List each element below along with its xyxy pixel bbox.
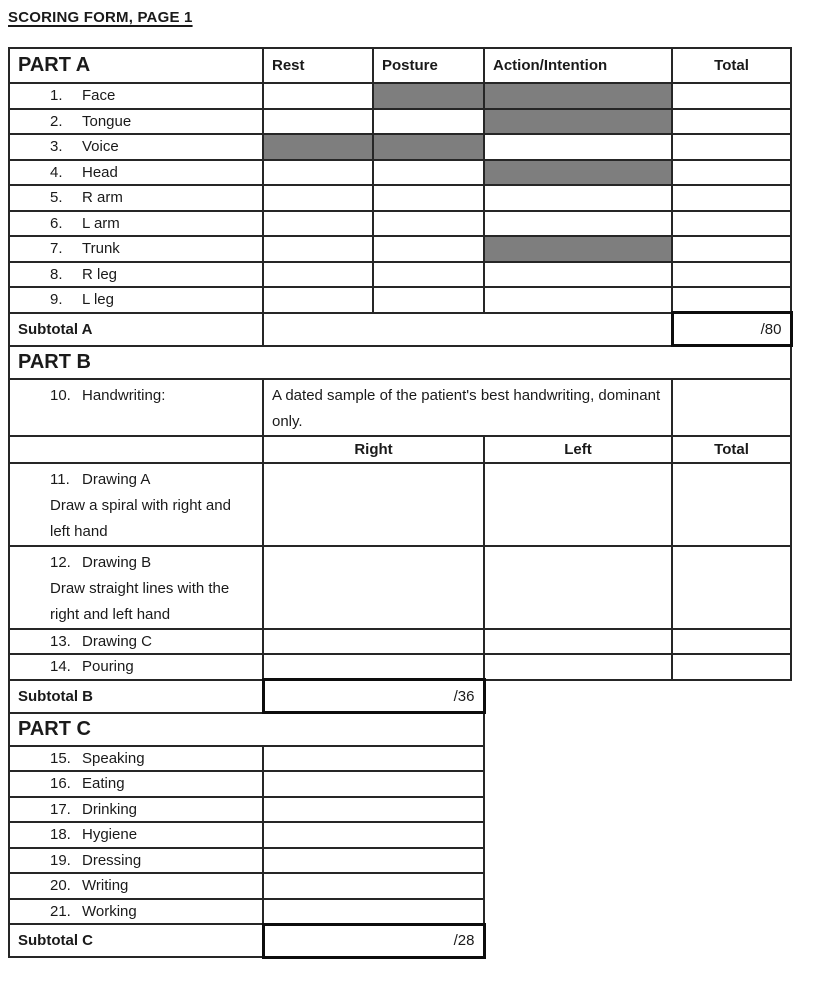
table-row-hygiene — [9, 822, 791, 848]
item-instruction: Draw straight lines with the right and left hand — [50, 579, 230, 623]
table-row-tongue — [9, 109, 791, 135]
column-header-total: Total — [672, 48, 791, 83]
item-label-cell — [9, 262, 263, 288]
item-label: Tongue — [82, 112, 132, 130]
subtotal-a-row — [9, 313, 791, 346]
column-header-action-intention: Action/Intention — [484, 48, 672, 83]
score-cell-drawing-a-total — [672, 463, 791, 546]
score-cell-r-leg-total — [672, 262, 791, 288]
table-row-l-leg — [9, 287, 791, 313]
table-row-drawing-a — [9, 463, 791, 546]
score-cell-voice-action — [484, 134, 672, 160]
score-cell-voice-rest — [263, 134, 373, 160]
item-label: Drawing A — [82, 470, 151, 488]
item-number: 8. — [50, 265, 63, 283]
subtotal-a-value: /80 — [672, 313, 791, 346]
score-cell-head-action — [484, 160, 672, 186]
page-title: SCORING FORM, PAGE 1 — [8, 9, 193, 26]
score-cell-drawing-c-total — [672, 629, 791, 655]
item-label: Voice — [82, 138, 119, 156]
score-cell-dressing — [263, 848, 484, 874]
item-label-cell — [9, 873, 263, 899]
score-cell-drawing-b-left — [484, 546, 672, 629]
score-cell-head-total — [672, 160, 791, 186]
item-label: R arm — [82, 189, 123, 207]
table-row-r-arm — [9, 185, 791, 211]
item-number: 20. — [50, 877, 71, 895]
item-label: Face — [82, 87, 116, 105]
score-cell-head-posture — [373, 160, 484, 186]
item-label: Eating — [82, 775, 125, 793]
score-cell-l-leg-action — [484, 287, 672, 313]
item-number: 4. — [50, 163, 63, 181]
score-cell-tongue-total — [672, 109, 791, 135]
score-cell-l-arm-rest — [263, 211, 373, 237]
item-label-cell — [9, 771, 263, 797]
score-cell-r-leg-posture — [373, 262, 484, 288]
item-label-cell — [9, 134, 263, 160]
score-cell-face-rest — [263, 83, 373, 109]
table-row-writing — [9, 873, 791, 899]
table-row-eating — [9, 771, 791, 797]
item-label-cell — [9, 629, 263, 655]
score-cell-drawing-c-left — [484, 629, 672, 655]
item-number: 19. — [50, 851, 71, 869]
part-a-title: PART A — [9, 48, 263, 83]
score-cell-l-arm-action — [484, 211, 672, 237]
item-number: 11. — [50, 470, 70, 488]
part-c-header-row — [9, 713, 791, 746]
part-c-title: PART C — [9, 713, 484, 746]
item-label: Speaking — [82, 749, 145, 767]
blank-area — [484, 899, 791, 925]
score-cell-speaking — [263, 746, 484, 772]
item-label: Trunk — [82, 240, 120, 258]
score-cell-r-arm-posture — [373, 185, 484, 211]
score-cell-l-leg-posture — [373, 287, 484, 313]
table-row-drinking — [9, 797, 791, 823]
item-label-cell — [9, 463, 263, 546]
score-cell-l-arm-posture — [373, 211, 484, 237]
table-row-trunk — [9, 236, 791, 262]
item-label-cell — [9, 379, 263, 436]
score-cell-r-leg-rest — [263, 262, 373, 288]
item-number: 5. — [50, 189, 63, 207]
subtotal-a-spacer — [263, 313, 672, 346]
blank-area — [484, 713, 791, 746]
item-label-cell — [9, 797, 263, 823]
item-instruction: Draw a spiral with right and left hand — [50, 496, 231, 540]
score-cell-drawing-c-right — [263, 629, 484, 655]
blank-area — [484, 924, 791, 957]
score-cell-head-rest — [263, 160, 373, 186]
blank-area — [484, 771, 791, 797]
item-label: Hygiene — [82, 826, 138, 844]
item-label-cell — [9, 746, 263, 772]
score-cell-r-arm-total — [672, 185, 791, 211]
subtotal-b-label: Subtotal B — [9, 680, 263, 713]
item-label-cell — [9, 185, 263, 211]
blank-area — [484, 797, 791, 823]
subtotal-c-value: /28 — [263, 924, 484, 957]
subtotal-b-row — [9, 680, 791, 713]
table-row-drawing-c — [9, 629, 791, 655]
column-header-total-b: Total — [672, 436, 791, 463]
item-label-cell — [9, 654, 263, 680]
item-label-cell — [9, 899, 263, 925]
score-cell-l-arm-total — [672, 211, 791, 237]
item-label: Pouring — [82, 658, 134, 676]
item-label: Drawing B — [82, 553, 152, 571]
score-cell-r-leg-action — [484, 262, 672, 288]
part-b-title: PART B — [9, 346, 791, 379]
score-cell-tongue-rest — [263, 109, 373, 135]
item-number: 17. — [50, 800, 71, 818]
blank-area — [484, 822, 791, 848]
item-number: 18. — [50, 826, 71, 844]
score-cell-drawing-b-total — [672, 546, 791, 629]
part-a-header-row — [9, 48, 791, 83]
blank-area — [484, 746, 791, 772]
item-label-cell — [9, 236, 263, 262]
score-cell-trunk-total — [672, 236, 791, 262]
table-row-face — [9, 83, 791, 109]
subtotal-c-row — [9, 924, 791, 957]
item-label: R leg — [82, 265, 118, 283]
score-cell-working — [263, 899, 484, 925]
subtotal-c-label: Subtotal C — [9, 924, 263, 957]
item-number: 13. — [50, 632, 71, 650]
score-cell-drawing-a-right — [263, 463, 484, 546]
score-cell-face-action — [484, 83, 672, 109]
item-number: 14. — [50, 658, 71, 676]
score-cell-r-arm-action — [484, 185, 672, 211]
score-cell-eating — [263, 771, 484, 797]
score-cell-voice-posture — [373, 134, 484, 160]
item-number: 7. — [50, 240, 63, 258]
item-label-cell — [9, 848, 263, 874]
part-b-header-row — [9, 346, 791, 379]
column-header-rest: Rest — [263, 48, 373, 83]
score-cell-trunk-rest — [263, 236, 373, 262]
rlt-header-spacer — [9, 436, 263, 463]
item-label-cell — [9, 211, 263, 237]
item-label-cell — [9, 109, 263, 135]
item-label: Drinking — [82, 800, 138, 818]
score-cell-drinking — [263, 797, 484, 823]
item-label: L arm — [82, 214, 120, 232]
score-cell-voice-total — [672, 134, 791, 160]
item-number: 16. — [50, 775, 71, 793]
column-header-left: Left — [484, 436, 672, 463]
score-cell-handwriting-total — [672, 379, 791, 436]
item-number: 10. — [50, 386, 71, 404]
score-cell-writing — [263, 873, 484, 899]
table-row-drawing-b — [9, 546, 791, 629]
item-label: Dressing — [82, 851, 142, 869]
score-cell-tongue-posture — [373, 109, 484, 135]
score-cell-trunk-action — [484, 236, 672, 262]
table-row-r-leg — [9, 262, 791, 288]
score-cell-l-leg-rest — [263, 287, 373, 313]
table-row-head — [9, 160, 791, 186]
score-cell-l-leg-total — [672, 287, 791, 313]
subtotal-b-value: /36 — [263, 680, 484, 713]
handwriting-description: A dated sample of the patient's best handwriting, dominant only. — [263, 379, 672, 436]
item-number: 6. — [50, 214, 63, 232]
subtotal-a-label: Subtotal A — [9, 313, 263, 346]
item-label: Writing — [82, 877, 129, 895]
score-cell-face-posture — [373, 83, 484, 109]
table-row-handwriting — [9, 379, 791, 436]
table-row-working — [9, 899, 791, 925]
score-cell-trunk-posture — [373, 236, 484, 262]
item-label-cell — [9, 822, 263, 848]
table-row-dressing — [9, 848, 791, 874]
item-number: 15. — [50, 749, 71, 767]
item-label: Drawing C — [82, 632, 153, 650]
score-cell-face-total — [672, 83, 791, 109]
item-label-cell — [9, 287, 263, 313]
item-label: Head — [82, 163, 118, 181]
item-number: 1. — [50, 87, 63, 105]
column-header-right: Right — [263, 436, 484, 463]
item-label: Handwriting: — [82, 386, 166, 404]
score-cell-tongue-action — [484, 109, 672, 135]
score-cell-drawing-b-right — [263, 546, 484, 629]
item-label-cell — [9, 160, 263, 186]
score-cell-pouring-total — [672, 654, 791, 680]
table-row-voice — [9, 134, 791, 160]
item-number: 9. — [50, 291, 63, 309]
item-label: L leg — [82, 291, 114, 309]
item-number: 12. — [50, 553, 71, 571]
blank-area — [484, 873, 791, 899]
item-number: 3. — [50, 138, 63, 156]
column-header-posture: Posture — [373, 48, 484, 83]
score-cell-hygiene — [263, 822, 484, 848]
score-cell-pouring-right — [263, 654, 484, 680]
item-number: 21. — [50, 902, 71, 920]
score-cell-r-arm-rest — [263, 185, 373, 211]
item-label-cell — [9, 546, 263, 629]
item-label: Working — [82, 902, 137, 920]
score-cell-pouring-left — [484, 654, 672, 680]
table-row-speaking — [9, 746, 791, 772]
item-number: 2. — [50, 112, 63, 130]
blank-area — [484, 680, 791, 713]
scoring-table — [8, 47, 793, 959]
item-label-cell — [9, 83, 263, 109]
table-row-pouring — [9, 654, 791, 680]
right-left-total-header-row — [9, 436, 791, 463]
score-cell-drawing-a-left — [484, 463, 672, 546]
table-row-l-arm — [9, 211, 791, 237]
blank-area — [484, 848, 791, 874]
